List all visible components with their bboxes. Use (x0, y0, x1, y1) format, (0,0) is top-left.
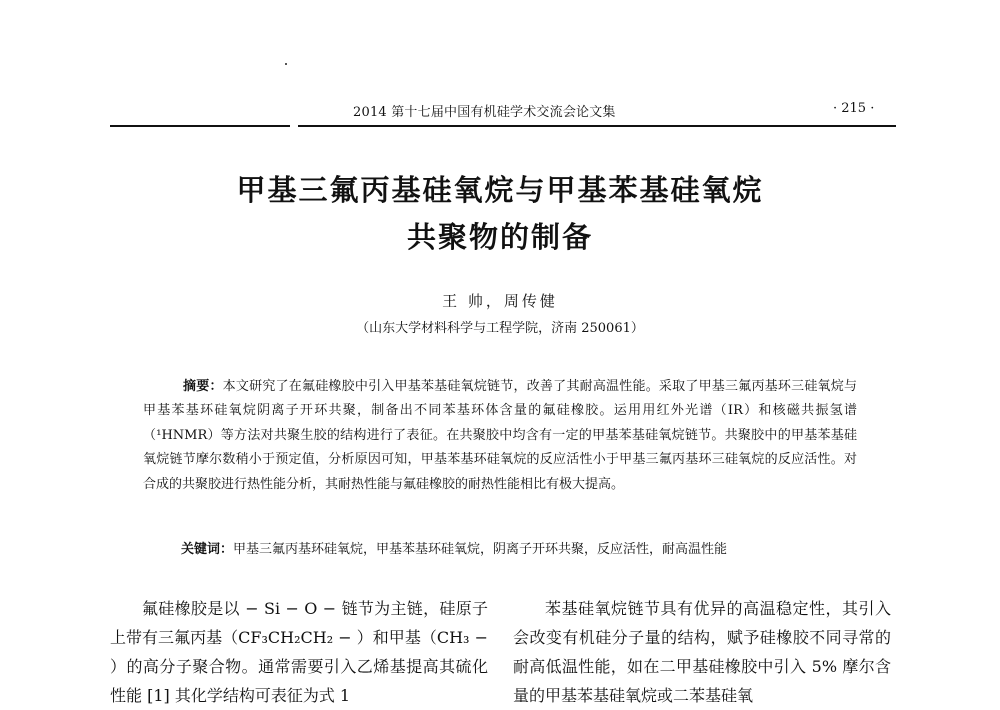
running-header: 2014 第十七届中国有机硅学术交流会论文集 (353, 105, 616, 120)
scan-speck (285, 63, 287, 65)
keywords-label: 关键词： (181, 542, 234, 557)
page-number: · 215 · (833, 101, 875, 116)
abstract-label: 摘要： (183, 379, 223, 394)
affiliation: （山东大学材料科学与工程学院，济南 250061） (356, 321, 644, 336)
authors: 王 帅，周传健 (442, 292, 558, 310)
paper-title-line-1: 甲基三氟丙基硅氧烷与甲基苯基硅氧烷 (236, 173, 764, 207)
keywords-text: 甲基三氟丙基环硅氧烷，甲基苯基环硅氧烷，阴离子开环共聚，反应活性，耐高温性能 (233, 542, 728, 557)
abstract-text: 本文研究了在氟硅橡胶中引入甲基苯基硅氧烷链节，改善了其耐高温性能。采取了甲基三氟丙基环三硅氧烷与甲基苯基环硅氧烷阴离子开环共聚，制备出不同苯基环体含量的氟硅橡胶。运用用红外光谱（IR）和核磁共振氢谱（¹HNMR）等方法对共聚生胶的结构进行了表征。在共聚胶中均含有一定的甲基苯基硅氧烷链节。共聚胶中的甲基苯基硅氧烷链节摩尔数稍小于预定值，分析原因可知，甲基苯基环硅氧烷的反应活性小于甲基三氟丙基环三硅氧烷的反应活性。对合成的共聚胶进行热性能分析，其耐热性能与氟硅橡胶的耐热性能相比有极大提高。 (143, 379, 857, 492)
header-rule (298, 125, 896, 127)
abstract (143, 375, 857, 497)
keywords (181, 538, 861, 557)
body-right-column: 苯基硅氧烷链节具有优异的高温稳定性，其引入会改变有机硅分子量的结构，赋予硅橡胶不同寻常的耐高低温性能，如在二甲基硅橡胶中引入 5% 摩尔含量的甲基苯基硅氧烷或二苯基硅氧 (513, 599, 891, 705)
paper-title-line-2: 共聚物的制备 (406, 220, 593, 254)
body-left-column: 氟硅橡胶是以 − Si − O − 链节为主链，硅原子上带有三氟丙基（CF₃CH₂CH₂ − ）和甲基（CH₃ − ）的高分子聚合物。通常需要引入乙烯基提高其硫化性能 [1] 其化学结构可表征为式 1 (110, 599, 488, 705)
header-rule (110, 125, 290, 127)
